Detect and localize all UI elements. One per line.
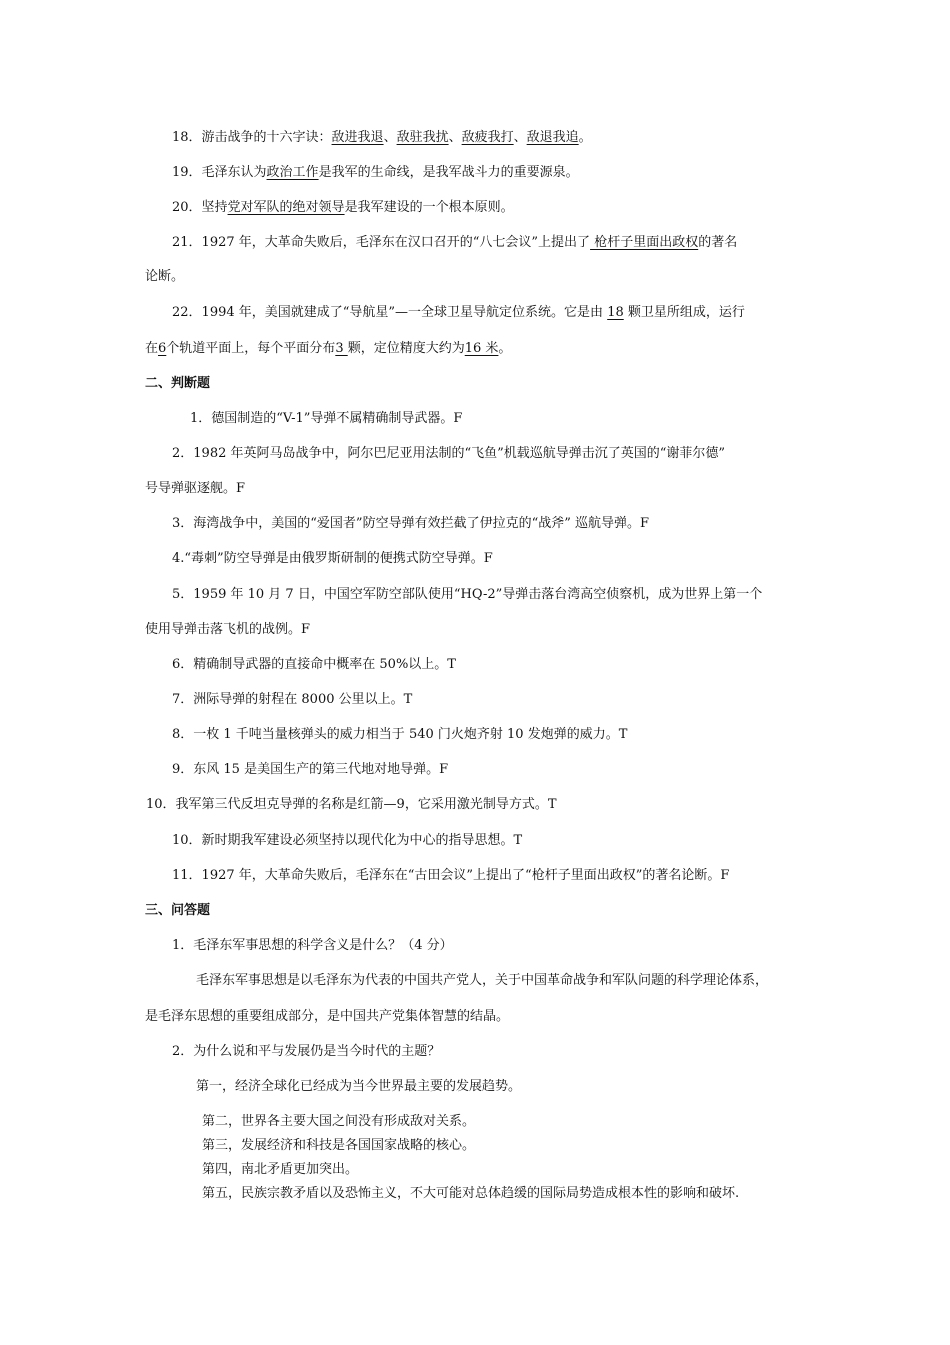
qa-answer-2-point-1: 第一，经济全球化已经成为当今世界最主要的发展趋势。 — [196, 1079, 522, 1094]
qa-question-2: 2．为什么说和平与发展仍是当今时代的主题？ — [172, 1044, 441, 1059]
judge-item-5: 5．1959 年 10 月 7 日，中国空军防空部队使用“HQ-2”导弹击落台湾高空侦察机，成为世界上第一个 — [172, 587, 763, 602]
question-22 — [172, 304, 745, 322]
judge-item-2-cont: 号导弹驱逐舰。F — [145, 481, 246, 496]
question-text: 21．1927 年，大革命失败后，毛泽东在汉口召开的“八七会议”上提出了 — [172, 235, 591, 250]
qa-answer-2-point-5: 第五，民族宗教矛盾以及恐怖主义，不大可能对总体趋缓的国际局势造成根本性的影响和破坏. — [202, 1186, 740, 1201]
separator: 、 — [383, 130, 397, 145]
qa-answer-2-point-4: 第四，南北矛盾更加突出。 — [202, 1162, 359, 1177]
judge-item-10b: 10．新时期我军建设必须坚持以现代化为中心的指导思想。T — [172, 833, 523, 848]
answer-blank: 16 米 — [464, 341, 499, 356]
judge-item-10a: 10．我军第三代反坦克导弹的名称是红箭—9，它采用激光制导方式。T — [146, 797, 557, 812]
answer-blank: 枪杆子里面出政权 — [590, 235, 699, 250]
qa-answer-1: 毛泽东军事思想是以毛泽东为代表的中国共产党人，关于中国革命战争和军队问题的科学理论体系， — [196, 973, 769, 988]
judge-item-6: 6．精确制导武器的直接命中概率在 50%以上。T — [172, 657, 456, 672]
judge-item-3: 3．海湾战争中，美国的“爱国者”防空导弹有效拦截了伊拉克的“战斧” 巡航导弹。F — [172, 516, 650, 531]
judge-item-5-cont: 使用导弹击落飞机的战例。F — [145, 622, 311, 637]
answer-blank: 政治工作 — [266, 165, 319, 180]
question-text: 颗，定位精度大约为 — [347, 341, 465, 356]
judge-item-8: 8．一枚 1 千吨当量核弹头的威力相当于 540 门火炮齐射 10 发炮弹的威力。T — [172, 727, 628, 742]
answer-blank: 3 — [335, 341, 348, 356]
answer-blank: 党对军队的绝对领导 — [227, 200, 345, 215]
qa-question-1: 1．毛泽东军事思想的科学含义是什么？（4 分） — [172, 938, 453, 953]
question-22-cont — [145, 340, 511, 358]
question-text: 22．1994 年，美国就建成了“导航星”—一全球卫星导航定位系统。它是由 — [172, 305, 608, 320]
answer-blank: 18 — [607, 305, 624, 320]
section-heading-qa: 三、问答题 — [145, 903, 211, 918]
section-heading-judge: 二、判断题 — [145, 376, 211, 391]
question-21 — [172, 234, 737, 252]
question-text: 19．毛泽东认为 — [172, 165, 267, 180]
question-text: 的著名 — [698, 235, 738, 250]
question-end: 。 — [498, 341, 512, 356]
question-text: 20．坚持 — [172, 200, 228, 215]
answer-blank: 6 — [158, 341, 167, 356]
judge-item-2: 2．1982 年英阿马岛战争中，阿尔巴尼亚用法制的“飞鱼”机载巡航导弹击沉了英国的“谢菲尔德” — [172, 446, 726, 461]
separator: 、 — [513, 130, 527, 145]
question-19 — [172, 164, 579, 182]
answer-blank: 敌疲我打 — [461, 130, 514, 145]
question-text: 个轨道平面上，每个平面分布 — [166, 341, 336, 356]
question-21-cont: 论断。 — [145, 269, 185, 284]
question-end: 。 — [578, 130, 592, 145]
qa-answer-1-cont: 是毛泽东思想的重要组成部分，是中国共产党集体智慧的结晶。 — [145, 1009, 510, 1024]
judge-item-4: 4.“毒刺”防空导弹是由俄罗斯研制的便携式防空导弹。F — [172, 551, 493, 566]
question-18 — [172, 129, 592, 147]
qa-answer-2-point-3: 第三，发展经济和科技是各国国家战略的核心。 — [202, 1138, 476, 1153]
question-text: 颗卫星所组成，运行 — [623, 305, 745, 320]
judge-item-1: 1．德国制造的“V-1”导弹不属精确制导武器。F — [190, 411, 463, 426]
answer-blank: 敌进我退 — [331, 130, 384, 145]
question-text: 是我军建设的一个根本原则。 — [344, 200, 514, 215]
judge-item-11: 11．1927 年，大革命失败后，毛泽东在“古田会议”上提出了“枪杆子里面出政权”的著名论断。F — [172, 868, 730, 883]
judge-item-9: 9．东风 15 是美国生产的第三代地对地导弹。F — [172, 762, 449, 777]
answer-blank: 敌退我追 — [526, 130, 579, 145]
question-text: 在 — [145, 341, 159, 356]
question-text: 18．游击战争的十六字诀： — [172, 130, 332, 145]
judge-item-7: 7．洲际导弹的射程在 8000 公里以上。T — [172, 692, 413, 707]
answer-blank: 敌驻我扰 — [396, 130, 449, 145]
question-20 — [172, 199, 514, 217]
qa-answer-2-point-2: 第二，世界各主要大国之间没有形成敌对关系。 — [202, 1114, 476, 1129]
separator: 、 — [448, 130, 462, 145]
question-text: 是我军的生命线，是我军战斗力的重要源泉。 — [318, 165, 579, 180]
